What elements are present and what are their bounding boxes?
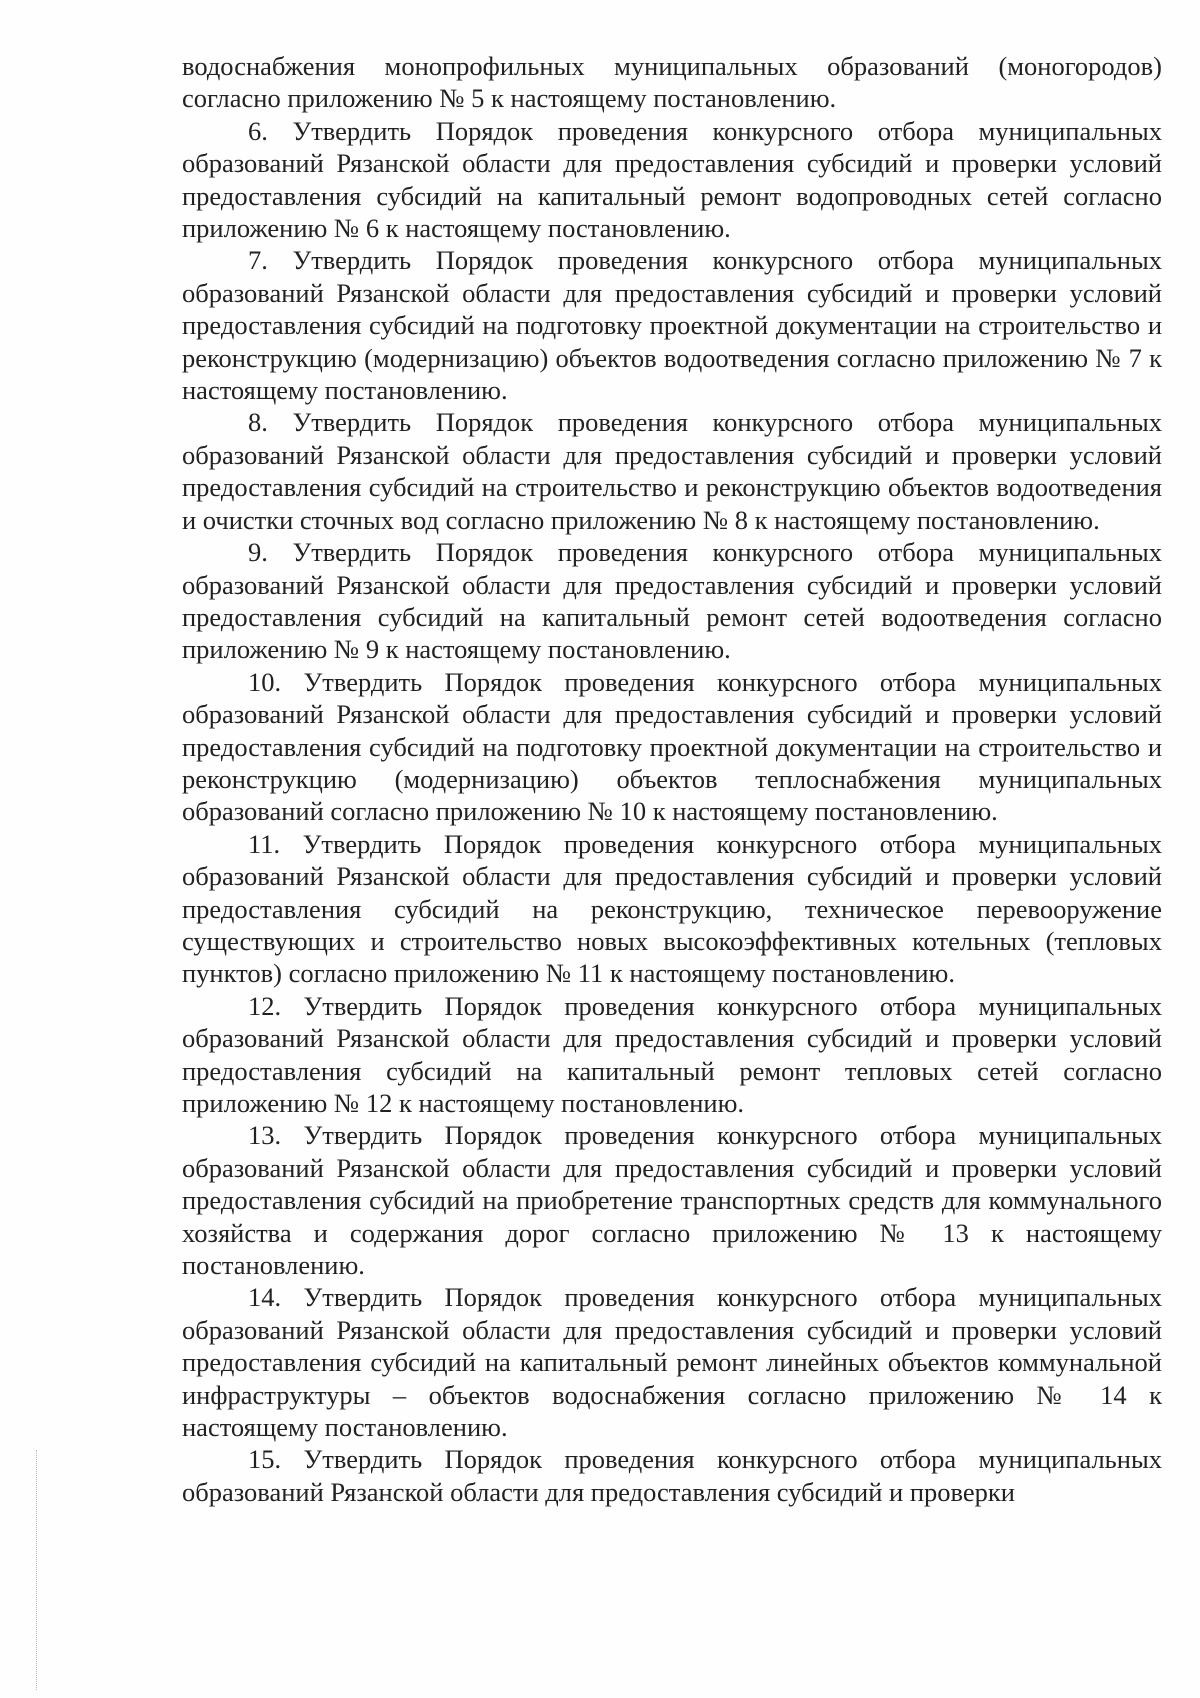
- paragraph-item-14: 14. Утвердить Порядок проведения конкурсного отбора муниципальных образований Рязанской области для предоставления субсидий и проверки условий предоставления субсидий на капитальный ремонт линейных объектов коммунальной инфраструктуры – объектов водоснабжения согласно приложению № 14 к настоящему постановлению.: [182, 1282, 1162, 1443]
- paragraph-item-8: 8. Утвердить Порядок проведения конкурсного отбора муниципальных образований Рязанской области для предоставления субсидий и проверки условий предоставления субсидий на строительство и реконструкцию объектов водоотведения и очистки сточных вод согласно приложению № 8 к настоящему постановлению.: [182, 407, 1162, 535]
- document-body: [182, 50, 1162, 1508]
- paragraph-item-7: 7. Утвердить Порядок проведения конкурсного отбора муниципальных образований Рязанской области для предоставления субсидий и проверки условий предоставления субсидий на подготовку проектной документации на строительство и реконструкцию (модернизацию) объектов водоотведения согласно приложению № 7 к настоящему постановлению.: [182, 245, 1162, 406]
- paragraph-item-11: 11. Утвердить Порядок проведения конкурсного отбора муниципальных образований Рязанской области для предоставления субсидий и проверки условий предоставления субсидий на реконструкцию, техническое перевооружение существующих и строительство новых высокоэффективных котельных (тепловых пунктов) согласно приложению № 11 к настоящему постановлению.: [182, 828, 1162, 989]
- paragraph-item-13: 13. Утвердить Порядок проведения конкурсного отбора муниципальных образований Рязанской области для предоставления субсидий и проверки условий предоставления субсидий на приобретение транспортных средств для коммунального хозяйства и содержания дорог согласно приложению № 13 к настоящему постановлению.: [182, 1120, 1162, 1281]
- paragraph-item-9: 9. Утвердить Порядок проведения конкурсного отбора муниципальных образований Рязанской области для предоставления субсидий и проверки условий предоставления субсидий на капитальный ремонт сетей водоотведения согласно приложению № 9 к настоящему постановлению.: [182, 537, 1162, 665]
- paragraph-item-15: 15. Утвердить Порядок проведения конкурсного отбора муниципальных образований Рязанской области для предоставления субсидий и проверки: [182, 1444, 1162, 1507]
- paragraph-item-12: 12. Утвердить Порядок проведения конкурсного отбора муниципальных образований Рязанской области для предоставления субсидий и проверки условий предоставления субсидий на капитальный ремонт тепловых сетей согласно приложению № 12 к настоящему постановлению.: [182, 990, 1162, 1118]
- paragraph-item-10: 10. Утвердить Порядок проведения конкурсного отбора муниципальных образований Рязанской области для предоставления субсидий и проверки условий предоставления субсидий на подготовку проектной документации на строительство и реконструкцию (модернизацию) объектов теплоснабжения муниципальных образований согласно приложению № 10 к настоящему постановлению.: [182, 666, 1162, 827]
- scan-margin-line: [36, 1450, 37, 1690]
- paragraph-continuation: водоснабжения монопрофильных муниципальных образований (моногородов) согласно приложению № 5 к настоящему постановлению.: [182, 51, 1162, 114]
- paragraph-item-6: 6. Утвердить Порядок проведения конкурсного отбора муниципальных образований Рязанской области для предоставления субсидий и проверки условий предоставления субсидий на капитальный ремонт водопроводных сетей согласно приложению № 6 к настоящему постановлению.: [182, 115, 1162, 244]
